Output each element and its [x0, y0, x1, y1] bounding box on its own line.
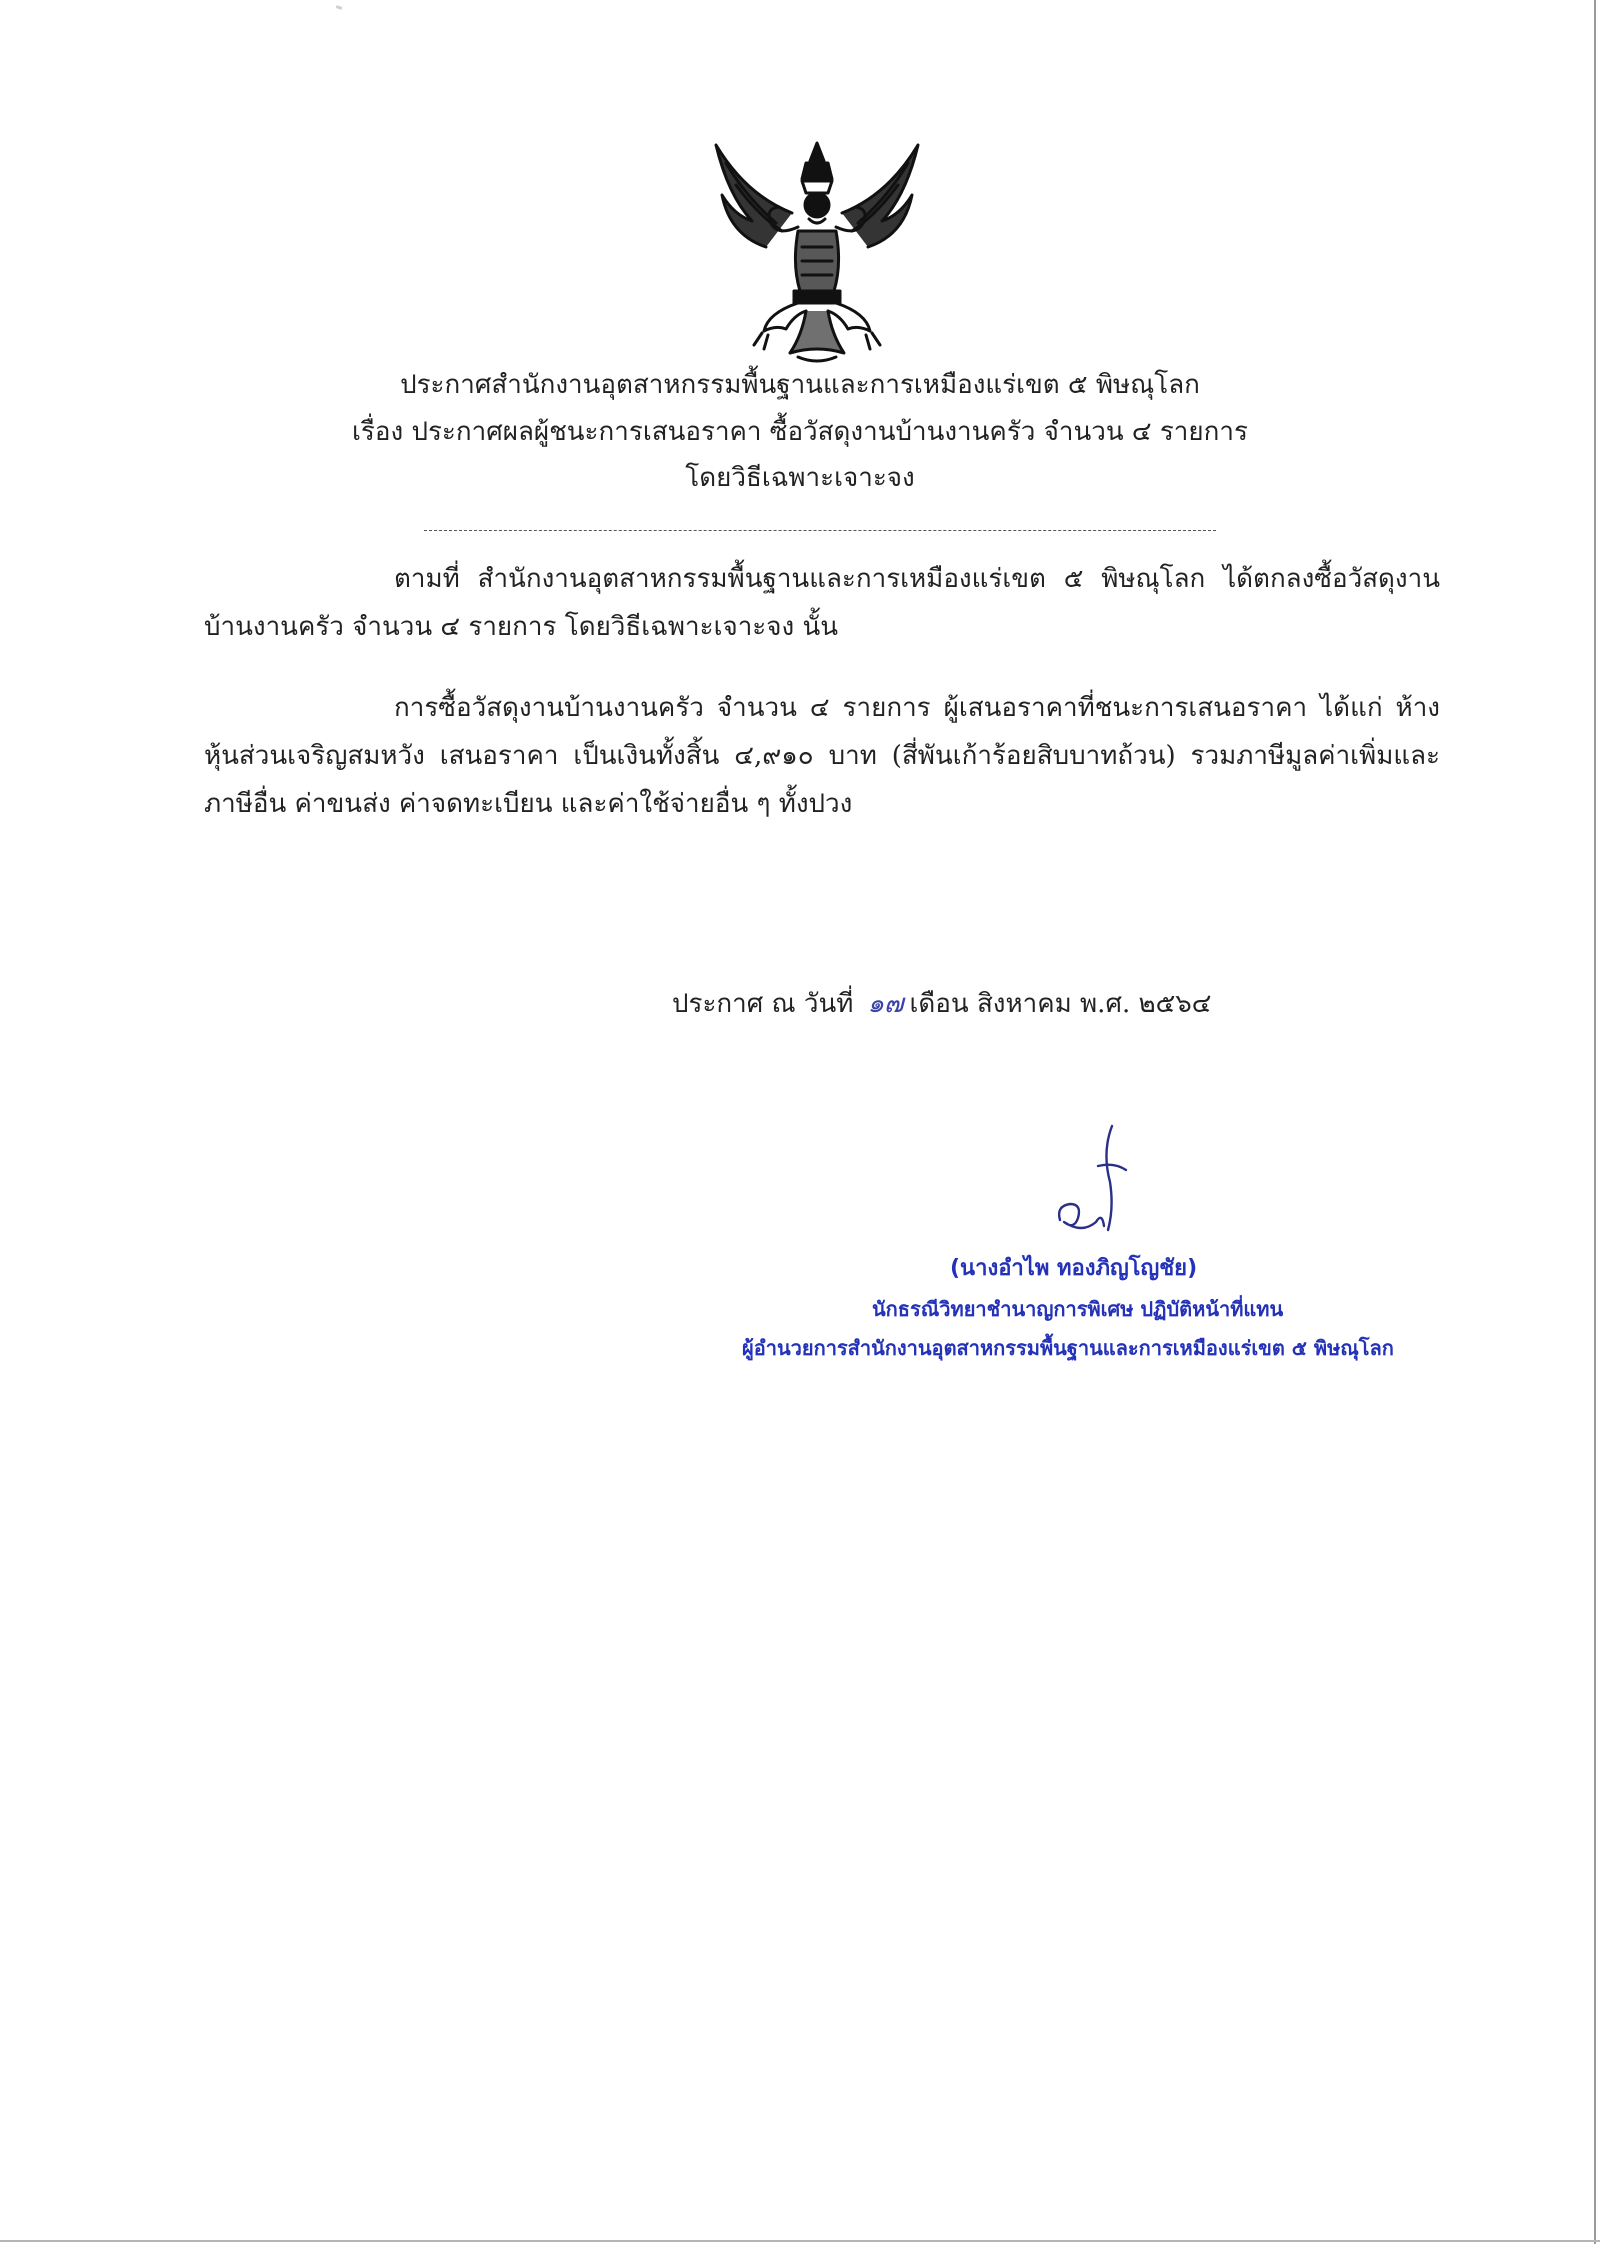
announcement-method: โดยวิธีเฉพาะเจาะจง	[685, 463, 915, 493]
date-day-handwritten: ๑๗	[867, 989, 904, 1019]
paragraph-1-text: ตามที่ สำนักงานอุตสาหกรรมพื้นฐานและการเหมืองแร่เขต ๕ พิษณุโลก ได้ตกลงซื้อวัสดุงานบ้านงานครัว จำนวน ๔ รายการ โดยวิธีเฉพาะเจาะจง นั้น	[204, 564, 1440, 642]
announcement-title: ประกาศสำนักงานอุตสาหกรรมพื้นฐานและการเหมืองแร่เขต ๕ พิษณุโลก	[400, 370, 1200, 400]
dashed-divider	[424, 530, 1216, 531]
scan-bottom-edge	[0, 2240, 1600, 2242]
announcement-date	[672, 984, 1211, 1024]
announcement-subject: เรื่อง ประกาศผลผู้ชนะการเสนอราคา ซื้อวัสดุงานบ้านงานครัว จำนวน ๔ รายการ	[352, 417, 1248, 447]
date-prefix: ประกาศ ณ วันที่	[672, 989, 854, 1019]
paragraph-2-text: การซื้อวัสดุงานบ้านงานครัว จำนวน ๔ รายการ ผู้เสนอราคาที่ชนะการเสนอราคา ได้แก่ ห้างหุ้นส่วนเจริญสมหวัง เสนอราคา เป็นเงินทั้งสิ้น ๔,๙๑๐ บาท (สี่พันเก้าร้อยสิบบาทถ้วน) รวมภาษีมูลค่าเพิ่มและภาษีอื่น ค่าขนส่ง ค่าจดทะเบียน และค่าใช้จ่ายอื่น ๆ ทั้งปวง	[204, 693, 1440, 819]
signatory-name: (นางอำไพ ทองภิญโญชัย)	[950, 1256, 1198, 1281]
handwritten-signature	[1052, 1122, 1144, 1244]
date-suffix: เดือน สิงหาคม พ.ศ. ๒๕๖๔	[909, 989, 1212, 1019]
signatory-office: ผู้อำนวยการสำนักงานอุตสาหกรรมพื้นฐานและการเหมืองแร่เขต ๕ พิษณุโลก	[742, 1336, 1394, 1360]
scan-right-edge	[1594, 0, 1596, 2244]
scan-speck	[336, 5, 343, 10]
paragraph-background	[204, 555, 1440, 651]
signatory-position: นักธรณีวิทยาชำนาญการพิเศษ ปฏิบัติหน้าที่แทน	[872, 1297, 1284, 1321]
paragraph-winner	[204, 684, 1440, 828]
garuda-emblem-icon	[706, 135, 928, 367]
